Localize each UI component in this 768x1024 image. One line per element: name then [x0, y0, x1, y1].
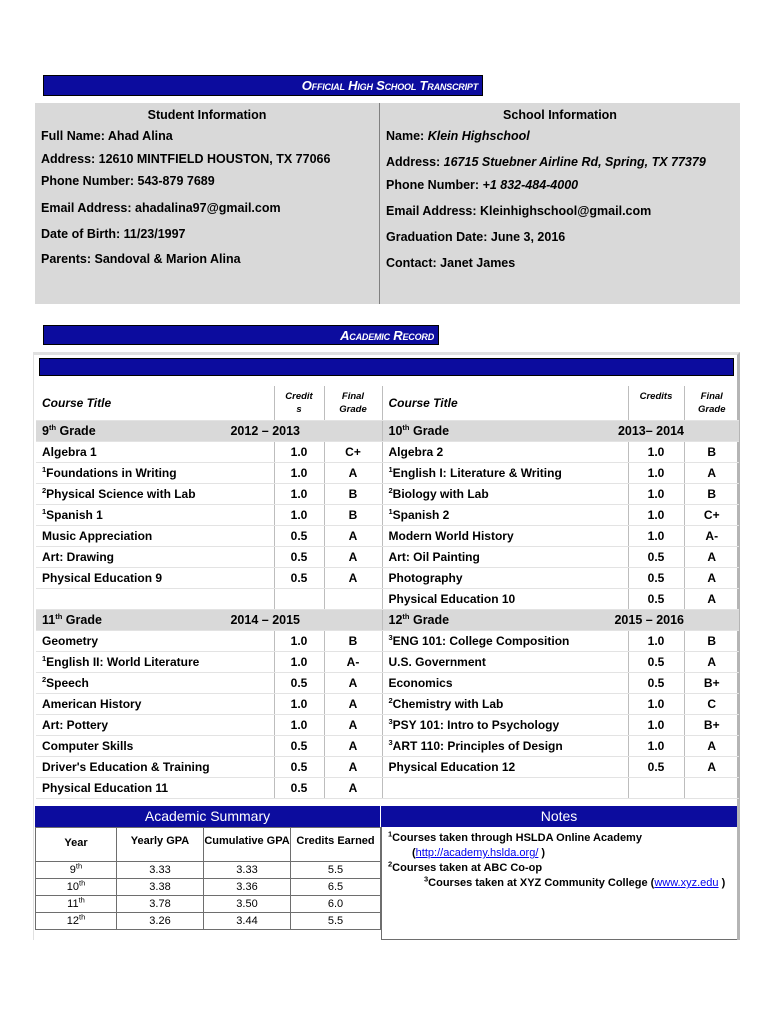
final-grade-right: C+ [684, 504, 739, 525]
course-title-left: $^2$Physical Science with Lab [36, 483, 274, 504]
course-row [36, 567, 739, 588]
summary-row [36, 896, 381, 913]
credits-left: 0.5 [274, 756, 324, 777]
final-grade-left: A [324, 693, 382, 714]
course-title-left: Physical Education 11 [36, 777, 274, 798]
student-full-name: Full Name: Ahad Alina [41, 129, 173, 143]
course-row [36, 630, 739, 651]
course-title-right: Modern World History [382, 525, 628, 546]
course-title-left: $^1$English II: World Literature [36, 651, 274, 672]
credits-left [274, 588, 324, 609]
course-title-left: American History [36, 693, 274, 714]
academic-summary-heading: Academic Summary [35, 806, 380, 827]
credits-right: 1.0 [628, 483, 684, 504]
credits-right: 1.0 [628, 630, 684, 651]
credits-right: 0.5 [628, 672, 684, 693]
student-info-heading: Student Information [147, 108, 267, 122]
student-phone: Phone Number: 543-879 7689 [41, 174, 215, 188]
student-information-section [35, 103, 380, 304]
final-grade-right [684, 777, 739, 798]
credits-left: 1.0 [274, 483, 324, 504]
course-title-header-left: Course Title [36, 386, 274, 420]
student-email: Email Address: ahadalina97@gmail.com [41, 201, 281, 215]
credits-header-left: Credit s [274, 386, 324, 420]
final-grade-right: B+ [684, 672, 739, 693]
school-name [386, 129, 530, 143]
credits-left: 1.0 [274, 441, 324, 462]
grade-11-years: 2014 – 2015 [230, 612, 300, 627]
grades-11-12-rows [36, 630, 739, 798]
course-row [36, 735, 739, 756]
credits-right [628, 777, 684, 798]
student-parents: Parents: Sandoval & Marion Alina [41, 252, 241, 266]
summary-header-row [36, 828, 381, 862]
course-title-right: Photography [382, 567, 628, 588]
credits-right: 1.0 [628, 735, 684, 756]
final-grade-left: A [324, 714, 382, 735]
course-title-right: Economics [382, 672, 628, 693]
course-title-right: Art: Oil Painting [382, 546, 628, 567]
final-grade-right: A [684, 462, 739, 483]
credits-left: 0.5 [274, 525, 324, 546]
course-row [36, 441, 739, 462]
summary-cumulative-gpa: 3.36 [204, 879, 291, 896]
final-grade-right: B+ [684, 714, 739, 735]
course-title-right: $^1$English I: Literature & Writing [382, 462, 628, 483]
course-title-right: $^2$Chemistry with Lab [382, 693, 628, 714]
final-grade-left: A [324, 777, 382, 798]
summary-row [36, 879, 381, 896]
summary-col-yearly-gpa: Yearly GPA [117, 828, 204, 862]
credits-left: 1.0 [274, 714, 324, 735]
course-row [36, 714, 739, 735]
course-row [36, 483, 739, 504]
course-row [36, 756, 739, 777]
final-grade-right: A [684, 567, 739, 588]
summary-row [36, 913, 381, 930]
grade-row-9-10 [36, 420, 739, 441]
final-grade-left: A [324, 567, 382, 588]
course-title-right: U.S. Government [382, 651, 628, 672]
final-grade-left: A [324, 756, 382, 777]
summary-credits: 6.0 [291, 896, 381, 913]
note-3: $^3$Courses taken at XYZ Community College (www.xyz.edu ) [424, 874, 726, 889]
academic-record-title: Academic Record [340, 328, 434, 343]
final-grade-right: A [684, 756, 739, 777]
grade-10-label: 10th Grade 2013– 2014 [382, 420, 684, 441]
credits-right: 1.0 [628, 441, 684, 462]
transcript-title-banner [43, 75, 483, 96]
credits-left: 1.0 [274, 693, 324, 714]
credits-right: 0.5 [628, 588, 684, 609]
note-2: $^2$Courses taken at ABC Co-op [388, 859, 543, 874]
course-title-left: Geometry [36, 630, 274, 651]
summary-yearly-gpa: 3.33 [117, 862, 204, 879]
grades-table-header [36, 386, 739, 420]
summary-rows [36, 862, 381, 930]
credits-right: 0.5 [628, 651, 684, 672]
final-grade-right: A- [684, 525, 739, 546]
academic-record-banner [43, 325, 439, 345]
summary-row [36, 862, 381, 879]
course-row [36, 588, 739, 609]
summary-year: 12th [36, 913, 117, 930]
course-title-left: $^1$Foundations in Writing [36, 462, 274, 483]
school-phone [386, 178, 578, 192]
final-grade-right: A [684, 588, 739, 609]
course-title-right: Physical Education 12 [382, 756, 628, 777]
final-grade-left: A [324, 672, 382, 693]
summary-cumulative-gpa: 3.33 [204, 862, 291, 879]
academic-record-header-bar [39, 358, 734, 376]
summary-cumulative-gpa: 3.44 [204, 913, 291, 930]
final-grade-right: A [684, 546, 739, 567]
summary-credits: 6.5 [291, 879, 381, 896]
xyz-edu-link[interactable]: www.xyz.edu [654, 877, 719, 889]
school-name-label: Name: [386, 129, 428, 143]
summary-col-year: Year [36, 828, 117, 862]
final-grade-left: A- [324, 651, 382, 672]
summary-yearly-gpa: 3.26 [117, 913, 204, 930]
school-info-heading: School Information [503, 108, 617, 122]
credits-right: 0.5 [628, 756, 684, 777]
course-title-left: Music Appreciation [36, 525, 274, 546]
credits-left: 1.0 [274, 462, 324, 483]
grade-9-label: 9th Grade 2012 – 2013 [36, 420, 324, 441]
school-phone-label: Phone Number: [386, 178, 483, 192]
grade-11-label: 11th Grade 2014 – 2015 [36, 609, 324, 630]
final-grade-right: A [684, 735, 739, 756]
course-title-right: $^3$ENG 101: College Composition [382, 630, 628, 651]
final-grade-right: B [684, 630, 739, 651]
credits-left: 1.0 [274, 504, 324, 525]
school-address [386, 155, 706, 169]
final-grade-right: B [684, 483, 739, 504]
summary-credits: 5.5 [291, 913, 381, 930]
credits-right: 1.0 [628, 462, 684, 483]
school-graduation-date: Graduation Date: June 3, 2016 [386, 230, 566, 244]
summary-year: 9th [36, 862, 117, 879]
grade-9-years: 2012 – 2013 [230, 423, 300, 438]
course-title-right: $^3$ART 110: Principles of Design [382, 735, 628, 756]
course-title-right: Physical Education 10 [382, 588, 628, 609]
summary-col-cumulative-gpa: Cumulative GPA [204, 828, 291, 862]
final-grade-left: A [324, 546, 382, 567]
credits-left: 0.5 [274, 672, 324, 693]
school-address-label: Address: [386, 155, 444, 169]
credits-left: 0.5 [274, 546, 324, 567]
summary-year: 11th [36, 896, 117, 913]
credits-right: 1.0 [628, 504, 684, 525]
summary-credits: 5.5 [291, 862, 381, 879]
final-grade-left: A [324, 735, 382, 756]
transcript-title: Official High School Transcript [301, 78, 478, 93]
course-title-left: Art: Pottery [36, 714, 274, 735]
credits-right: 0.5 [628, 546, 684, 567]
course-row [36, 525, 739, 546]
course-title-right [382, 777, 628, 798]
credits-right: 1.0 [628, 693, 684, 714]
note-1: $^1$Courses taken through HSLDA Online Academy [388, 829, 642, 844]
note-1-link-line: (http://academy.hslda.org/ ) [412, 847, 546, 859]
course-row [36, 672, 739, 693]
final-grade-right: A [684, 651, 739, 672]
course-row [36, 777, 739, 798]
credits-left: 1.0 [274, 630, 324, 651]
grade-row-11-12 [36, 609, 739, 630]
course-title-left: Driver's Education & Training [36, 756, 274, 777]
course-title-right: $^2$Biology with Lab [382, 483, 628, 504]
course-title-left: Art: Drawing [36, 546, 274, 567]
summary-yearly-gpa: 3.38 [117, 879, 204, 896]
credits-left: 0.5 [274, 777, 324, 798]
course-title-right: $^1$Spanish 2 [382, 504, 628, 525]
student-dob: Date of Birth: 11/23/1997 [41, 227, 186, 241]
credits-left: 0.5 [274, 567, 324, 588]
final-grade-left: B [324, 630, 382, 651]
course-title-left: $^2$Speech [36, 672, 274, 693]
course-title-left: $^1$Spanish 1 [36, 504, 274, 525]
grade-12-label: 12th Grade 2015 – 2016 [382, 609, 684, 630]
course-row [36, 462, 739, 483]
course-title-left: Algebra 1 [36, 441, 274, 462]
final-grade-header-right: Final Grade [684, 386, 739, 420]
school-contact: Contact: Janet James [386, 256, 516, 270]
course-row [36, 504, 739, 525]
final-grade-left: B [324, 483, 382, 504]
final-grade-header-left: Final Grade [324, 386, 382, 420]
course-title-header-right: Course Title [382, 386, 628, 420]
summary-yearly-gpa: 3.78 [117, 896, 204, 913]
school-phone-value: +1 832-484-4000 [482, 178, 579, 192]
notes-heading: Notes [381, 806, 737, 827]
credits-right: 0.5 [628, 567, 684, 588]
summary-cumulative-gpa: 3.50 [204, 896, 291, 913]
academic-summary-table [35, 827, 381, 930]
student-address: Address: 12610 MINTFIELD HOUSTON, TX 77066 [41, 152, 331, 166]
school-information-section [380, 103, 740, 304]
school-name-value: Klein Highschool [427, 129, 530, 143]
course-row [36, 651, 739, 672]
final-grade-left: A [324, 462, 382, 483]
final-grade-right: C [684, 693, 739, 714]
credits-left: 0.5 [274, 735, 324, 756]
course-title-right: Algebra 2 [382, 441, 628, 462]
info-panel [35, 103, 740, 304]
hslda-link[interactable]: http://academy.hslda.org/ [415, 847, 539, 859]
grades-table [36, 386, 739, 799]
school-email: Email Address: Kleinhighschool@gmail.com [386, 204, 652, 218]
summary-year: 10th [36, 879, 117, 896]
credits-right: 1.0 [628, 525, 684, 546]
summary-col-credits: Credits Earned [291, 828, 381, 862]
course-row [36, 546, 739, 567]
course-title-right: $^3$PSY 101: Intro to Psychology [382, 714, 628, 735]
course-title-left: Computer Skills [36, 735, 274, 756]
grades-9-10-rows [36, 441, 739, 609]
final-grade-left: C+ [324, 441, 382, 462]
credits-right: 1.0 [628, 714, 684, 735]
final-grade-left: A [324, 525, 382, 546]
course-title-left: Physical Education 9 [36, 567, 274, 588]
credits-left: 1.0 [274, 651, 324, 672]
final-grade-left [324, 588, 382, 609]
school-address-value: 16715 Stuebner Airline Rd, Spring, TX 77379 [443, 155, 706, 169]
course-title-left [36, 588, 274, 609]
course-row [36, 693, 739, 714]
credits-header-right: Credits [628, 386, 684, 420]
final-grade-left: B [324, 504, 382, 525]
grade-12-years: 2015 – 2016 [614, 612, 684, 627]
notes-box [381, 827, 737, 940]
final-grade-right: B [684, 441, 739, 462]
grade-10-years: 2013– 2014 [617, 423, 684, 438]
